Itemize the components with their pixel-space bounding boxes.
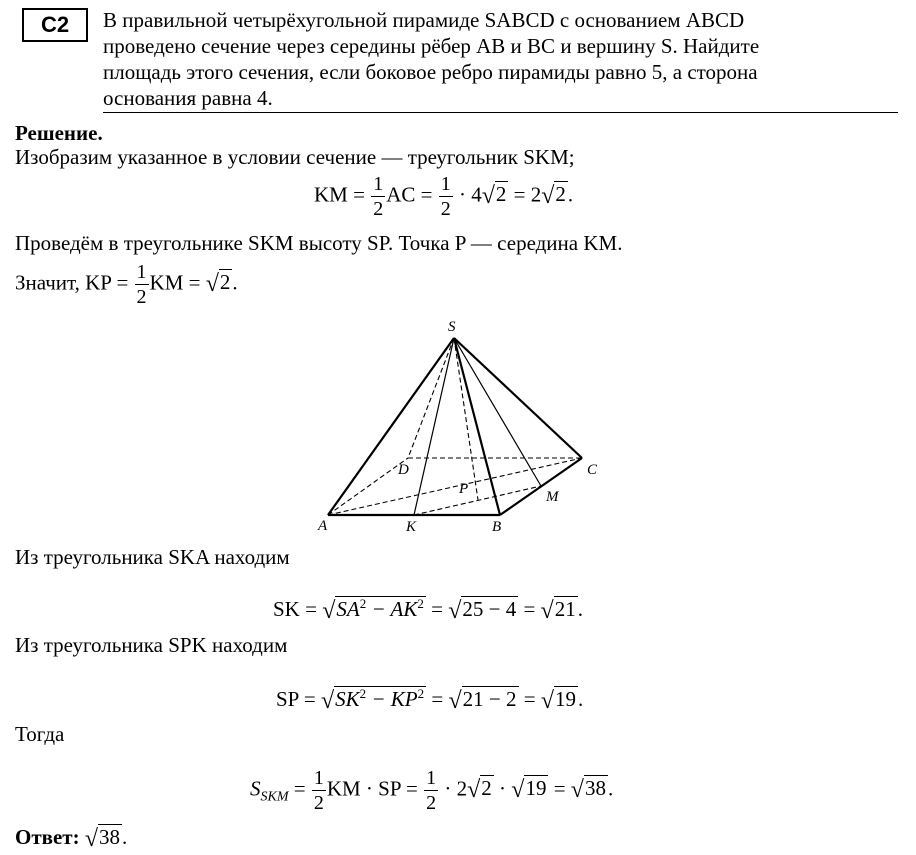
sqrt: √21 − 2 (448, 687, 517, 714)
task-number-badge: C2 (22, 8, 88, 42)
condition-line-2: проведено сечение через середины рёбер AB и BC и вершину S. Найдите (103, 34, 760, 58)
sqrt: √2 (467, 776, 492, 804)
fraction-half: $\frac{1}{2}$ (313, 767, 324, 814)
equation-kp: Значит, KP = $\frac{1}{2}$ KM = √2. (15, 261, 238, 308)
ska-line: Из треугольника SKA находим (15, 545, 290, 569)
fraction-half: $\frac{1}{2}$ (136, 261, 147, 308)
fraction-half: $\frac{1}{2}$ (440, 173, 451, 220)
label-m: M (546, 489, 559, 505)
label-s: S (448, 319, 456, 335)
pyramid-figure (310, 315, 610, 540)
sqrt: √25 − 4 (448, 597, 517, 624)
answer-label: Ответ: (15, 825, 80, 849)
sqrt: √19 (540, 687, 577, 714)
edge-sa (328, 338, 454, 515)
solution-heading: Решение. (15, 121, 103, 145)
equation-sp: SP = $√SK^2 - KP^2 = √21 - 2 = √19$. (276, 686, 584, 714)
label-d: D (398, 462, 409, 478)
answer-line: Ответ: √38. (15, 825, 128, 852)
sqrt: $√SA^2 - AK^2$ (322, 596, 424, 624)
diagonal-ac-hidden (328, 458, 582, 515)
equation-sk: SK = $√SA^2 - AK^2 = √25 - 4 = √21$. (273, 596, 583, 624)
intro-line: Изобразим указанное в условии сечение — треугольник SKM; (15, 145, 575, 169)
sqrt: √19 (511, 776, 547, 804)
sqrt: $√SK^2 - KP^2$ (320, 686, 425, 714)
spk-line: Из треугольника SPK находим (15, 633, 288, 657)
height-line: Проведём в треугольнике SKM высоту SP. Точка P — середина KM. (15, 231, 623, 255)
label-p: P (459, 481, 469, 497)
header-separator (103, 112, 898, 113)
equation-area: $S_{SKM}$ = $\frac{1}{2}$ KM · SP = $\frac{1}{2}$ · 2√2 · √19 = √38. (250, 767, 614, 814)
condition-line-3: площадь этого сечения, если боковое ребро пирамиды равно 5, а сторона (103, 60, 758, 84)
sqrt: √21 (540, 597, 576, 624)
fraction-half: $\frac{1}{2}$ (373, 173, 384, 220)
label-k: K (406, 519, 417, 535)
answer-value: √38 (84, 825, 121, 852)
fraction-half: $\frac{1}{2}$ (426, 767, 437, 814)
label-b: B (492, 519, 502, 535)
equation-km: KM = $\frac{1}{2}$ AC = $\frac{1}{2}$ · 4√2 = 2√2. (314, 173, 574, 220)
sqrt: √2 (205, 270, 231, 298)
segment-sm (454, 338, 541, 486)
task-condition (103, 7, 898, 111)
label-c: C (587, 462, 598, 478)
sqrt: √2 (481, 182, 507, 210)
sqrt: √38 (570, 776, 606, 804)
condition-line-1: В правильной четырёхугольной пирамиде SABCD с основанием ABCD (103, 8, 745, 32)
condition-line-4: основания равна 4. (103, 86, 273, 110)
then-line: Тогда (15, 722, 65, 746)
label-a: A (318, 518, 328, 534)
sqrt: √2 (541, 182, 566, 210)
edge-sc (454, 338, 582, 458)
